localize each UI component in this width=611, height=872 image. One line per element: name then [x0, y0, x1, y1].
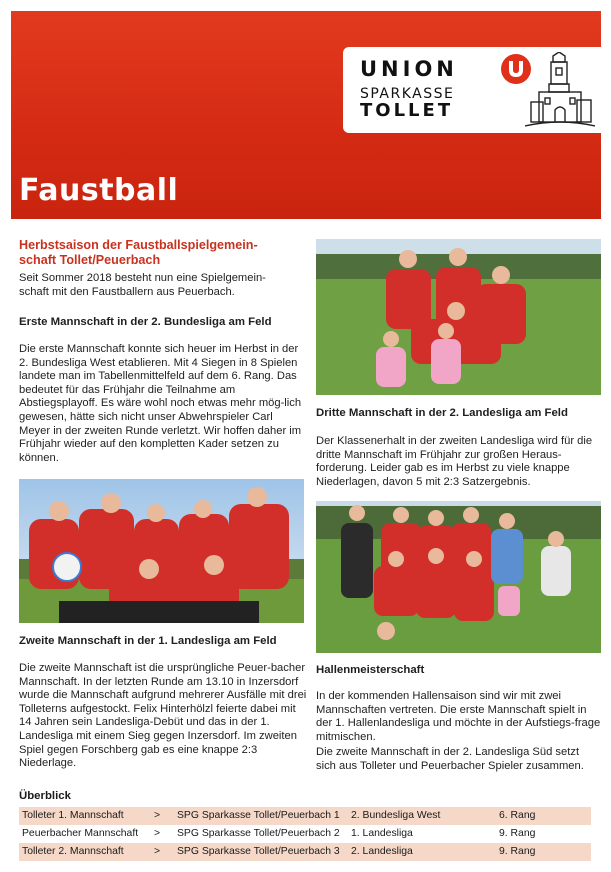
overview-row [19, 843, 591, 861]
intro-text: Seit Sommer 2018 besteht nun eine Spielgemein-schaft mit den Faustballern aus Peuerbach. [19, 272, 266, 298]
overview-rank: 9. Rang [499, 846, 536, 857]
overview-arrow: > [154, 846, 161, 857]
section2-text: Die zweite Mannschaft ist die ursprüngliche Peuer-bacher Mannschaft. In der letzten Runde am 13.10 in Inzersdorf wurde die Mannschaft aufgrund mehrerer Ausfälle mit drei Tolleterns aufgestockt. Felix Hinterhölzl feierte dabei mit 14 Jahren sein Landesliga-Debüt und das in der 1. Landesliga mit einem Sieg gegen Inzersdorf. Im zweiten Spiel gegen Forschberg gab es eine knappe 2:3 Niederlage. [19, 662, 307, 770]
logo-tollet-text: TOLLET [360, 100, 454, 121]
section4-text1: In der kommenden Hallensaison sind wir mit zwei Mannschaften vertreten. Die erste Mannschaft spielt in der 1. Hallenlandesliga und möchte in der Aufstiegs-frage mitmischen. [316, 690, 601, 743]
overview-arrow: > [154, 810, 161, 821]
overview-club: SPG Sparkasse Tollet/Peuerbach 1 [177, 810, 340, 821]
section1-text: Die erste Mannschaft konnte sich heuer im Herbst in der 2. Bundesliga West etablieren. Mit 4 Siegen in 8 Spielen landete man im Tabellenmittelfeld auf dem 6. Rang. Das bedeutet für das Frühjahr die Teilnahme am Abstiegsplayoff. Es wäre wohl noch etwas mehr mög-lich gewesen, hätte sich nicht unser Abwehrspieler Carl Meyer in der zweiten Runde verletzt. Wir hoffen daher im Frühjahr wieder auf den kompletten Kader setzen zu können. [19, 343, 302, 464]
overview-title: Überblick [19, 790, 71, 802]
overview-league: 2. Landesliga [351, 846, 413, 857]
section4-title: Hallenmeisterschaft [316, 664, 425, 676]
section3-title: Dritte Mannschaft in der 2. Landesliga am Feld [316, 407, 568, 419]
hall-team-photo [316, 501, 601, 653]
overview-rank: 6. Rang [499, 810, 536, 821]
article-headline: Herbstsaison der Faustballspielgemein-schaft Tollet/Peuerbach [19, 238, 258, 267]
logo-union-text: UNION [360, 57, 458, 81]
overview-club: SPG Sparkasse Tollet/Peuerbach 2 [177, 828, 340, 839]
logo-sparkasse-text: SPARKASSE [360, 86, 455, 102]
overview-team: Tolleter 2. Mannschaft [22, 846, 124, 857]
section1-title: Erste Mannschaft in der 2. Bundesliga am Feld [19, 316, 272, 328]
overview-row [19, 825, 591, 843]
overview-team: Tolleter 1. Mannschaft [22, 810, 124, 821]
team3-photo [316, 239, 601, 395]
castle-emblem-icon [525, 52, 595, 130]
overview-team: Peuerbacher Mannschaft [22, 828, 139, 839]
overview-league: 1. Landesliga [351, 828, 413, 839]
team1-photo [19, 479, 304, 623]
section3-text: Der Klassenerhalt in der zweiten Landesliga wird für die dritte Mannschaft im Frühjahr zur großen Heraus-forderung. Leider gab es im Herbst zu viele knappe Niederlagen, davon 5 mit 2:3 Satzergebnis. [316, 435, 593, 488]
overview-league: 2. Bundesliga West [351, 810, 441, 821]
overview-row [19, 807, 591, 825]
section4-text2: Die zweite Mannschaft in der 2. Landesliga Süd setzt sich aus Tolleter und Peuerbacher Spieler zusammen. [316, 746, 584, 772]
page-title: Faustball [19, 173, 179, 208]
overview-club: SPG Sparkasse Tollet/Peuerbach 3 [177, 846, 340, 857]
overview-arrow: > [154, 828, 161, 839]
section2-title: Zweite Mannschaft in der 1. Landesliga am Feld [19, 635, 277, 647]
overview-rank: 9. Rang [499, 828, 536, 839]
